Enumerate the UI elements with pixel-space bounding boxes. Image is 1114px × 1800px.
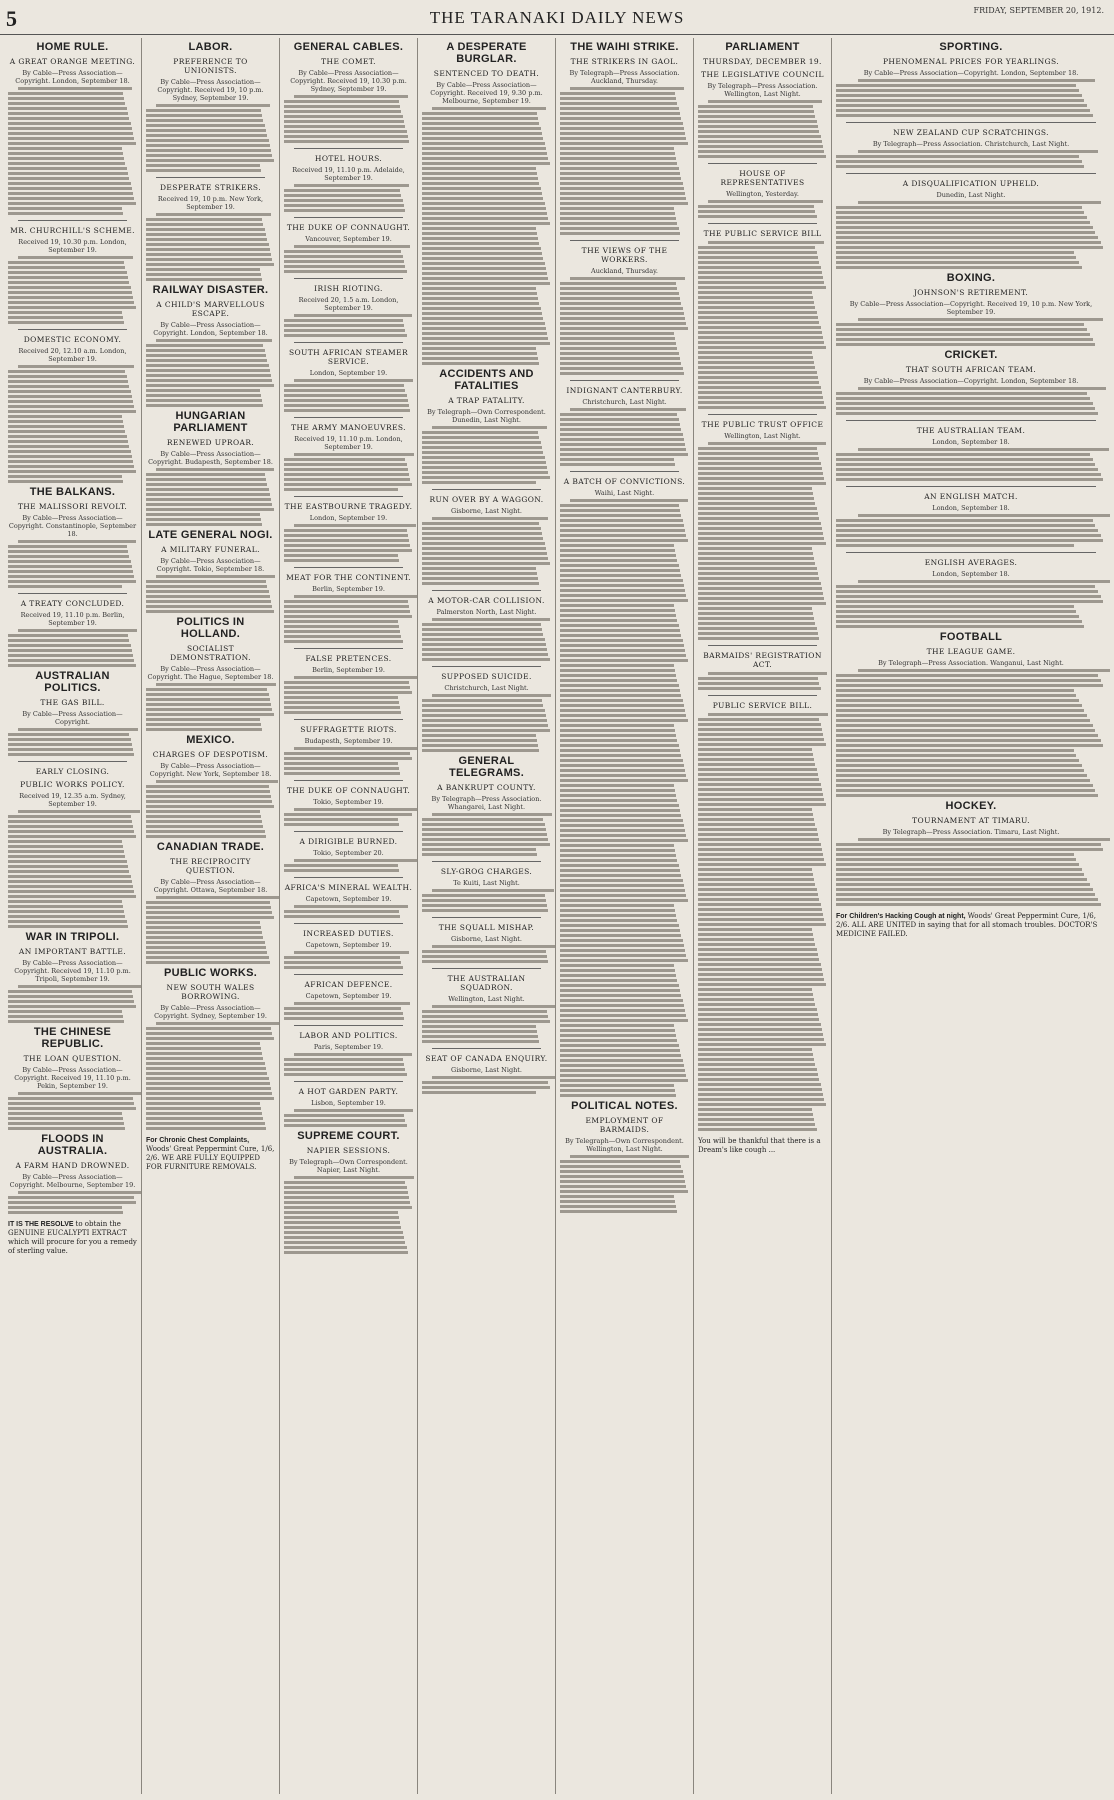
article-body — [284, 808, 413, 826]
divider — [432, 1048, 541, 1049]
byline: Auckland, Thursday. — [591, 267, 658, 275]
byline: By Cable—Press Association—Copyright. Budapesth, September 18. — [148, 450, 273, 466]
article-body — [146, 780, 275, 838]
divider — [708, 163, 817, 164]
column-2 — [142, 38, 280, 1794]
section-heading: MEXICO. — [186, 734, 235, 746]
article-body — [698, 241, 827, 409]
section-heading: THE CHINESE REPUBLIC. — [33, 1026, 112, 1050]
sub-heading: THE ARMY MANOEUVRES. — [291, 423, 406, 432]
byline: Paris, September 19. — [313, 1043, 384, 1051]
article-body — [836, 838, 1106, 906]
divider — [294, 148, 403, 149]
article-body — [422, 1005, 551, 1043]
byline: Gisborne, Last Night. — [451, 1066, 522, 1074]
section-heading: SUPREME COURT. — [297, 1130, 400, 1142]
byline: Wellington, Last Night. — [724, 432, 801, 440]
divider — [294, 831, 403, 832]
sub-heading: A FARM HAND DROWNED. — [15, 1161, 130, 1170]
sub-heading: DOMESTIC ECONOMY. — [23, 335, 122, 344]
sub-heading: BARMAIDS' REGISTRATION ACT. — [703, 651, 822, 669]
sub-heading: A BATCH OF CONVICTIONS. — [563, 477, 686, 486]
article-body — [284, 1176, 413, 1254]
article-body — [836, 669, 1106, 797]
column-6 — [694, 38, 832, 1794]
section-heading: AUSTRALIAN POLITICS. — [35, 670, 110, 694]
masthead — [0, 0, 1114, 35]
article-body — [8, 365, 137, 483]
article-body — [560, 277, 689, 375]
byline: By Telegraph—Press Association. Whangarei, Last Night. — [431, 795, 542, 811]
article-body — [8, 1092, 137, 1130]
column-3 — [280, 38, 418, 1794]
byline: Tokio, September 20. — [313, 849, 384, 857]
section-heading: HUNGARIAN PARLIAMENT — [173, 410, 248, 434]
byline: Received 19, 11.10 p.m. Adelaide, September 19. — [292, 166, 405, 182]
divider — [432, 861, 541, 862]
article-body — [422, 426, 551, 484]
divider — [294, 217, 403, 218]
divider — [18, 329, 127, 330]
byline: Vancouver, September 19. — [305, 235, 392, 243]
byline: By Telegraph—Own Correspondent. Dunedin, Last Night. — [427, 408, 546, 424]
byline: By Cable—Press Association—Copyright. Received 19, 10 p.m. Sydney, September 19. — [157, 78, 264, 102]
sub-heading: A TREATY CONCLUDED. — [20, 599, 125, 608]
divider — [708, 645, 817, 646]
article-body — [836, 387, 1106, 415]
divider — [294, 648, 403, 649]
article-body — [422, 813, 551, 856]
article-body — [836, 448, 1106, 481]
article-body — [284, 747, 413, 775]
byline: By Telegraph—Press Association. Christchurch, Last Night. — [872, 140, 1070, 148]
divider — [570, 380, 679, 381]
sub-heading: PREFERENCE TO UNIONISTS. — [173, 57, 248, 75]
article-body — [560, 1155, 689, 1213]
byline: Budapesth, September 19. — [304, 737, 393, 745]
sub-heading: A DIRIGIBLE BURNED. — [299, 837, 398, 846]
byline: Waihi, Last Night. — [594, 489, 655, 497]
sub-heading: THE MALISSORI REVOLT. — [17, 502, 128, 511]
section-heading: THE BALKANS. — [29, 486, 116, 498]
sub-heading: PHENOMENAL PRICES FOR YEARLINGS. — [882, 57, 1060, 66]
article-body — [836, 150, 1106, 168]
sub-heading: THE PUBLIC TRUST OFFICE — [701, 420, 824, 429]
divider — [432, 968, 541, 969]
byline: By Cable—Press Association—Copyright. London, September 18. — [863, 69, 1079, 77]
article-body — [146, 896, 275, 964]
article-body — [8, 629, 137, 667]
byline: London, September 18. — [932, 438, 1010, 446]
sub-heading: EMPLOYMENT OF BARMAIDS. — [585, 1116, 664, 1134]
divider — [18, 593, 127, 594]
byline: By Cable—Press Association—Copyright. Ottawa, September 18. — [153, 878, 268, 894]
article-body — [560, 499, 689, 1097]
dateline: FRIDAY, SEPTEMBER 20, 1912. — [973, 6, 1104, 15]
advertisement: IT IS THE RESOLVE to obtain the GENUINE EUCALYPTI EXTRACT which will procure for you a remedy of sterling value. — [8, 1220, 137, 1255]
byline: By Cable—Press Association—Copyright. The Hague, September 18. — [147, 665, 274, 681]
section-heading: CRICKET. — [944, 349, 998, 361]
sub-heading: NEW SOUTH WALES BORROWING. — [166, 983, 255, 1001]
sub-heading: JOHNSON'S RETIREMENT. — [913, 288, 1029, 297]
byline: By Cable—Press Association—Copyright. Received 19, 11.10 p.m. Pekin, September 19. — [14, 1066, 131, 1090]
divider — [18, 220, 127, 221]
article-body — [422, 517, 551, 585]
byline: By Cable—Press Association—Copyright. New York, September 18. — [149, 762, 272, 778]
sub-heading: NEW ZEALAND CUP SCRATCHINGS. — [893, 128, 1049, 137]
byline: Christchurch, Last Night. — [444, 684, 529, 692]
byline: By Cable—Press Association—Copyright. Received 19, 10 p.m. New York, September 19. — [849, 300, 1093, 316]
byline: Dunedin, Last Night. — [936, 191, 1006, 199]
sub-heading: THE RECIPROCITY QUESTION. — [170, 857, 251, 875]
article-body — [560, 408, 689, 466]
article-body — [560, 87, 689, 235]
divider — [294, 342, 403, 343]
byline: Received 19, 11.10 p.m. London, September 19. — [294, 435, 403, 451]
article-body — [422, 618, 551, 661]
page-number: 5 — [6, 6, 17, 31]
sub-heading: FALSE PRETENCES. — [305, 654, 392, 663]
section-heading: THE WAIHI STRIKE. — [570, 41, 679, 53]
byline: Received 20, 1.5 a.m. London, September 19. — [298, 296, 399, 312]
article-body — [146, 575, 275, 613]
divider — [846, 486, 1096, 487]
article-body — [698, 442, 827, 640]
article-body — [284, 951, 413, 969]
sub-heading: THE VIEWS OF THE WORKERS. — [581, 246, 668, 264]
sub-heading: RUN OVER BY A WAGGON. — [429, 495, 544, 504]
sub-heading: A GREAT ORANGE MEETING. — [9, 57, 136, 66]
sub-heading: SOCIALIST DEMONSTRATION. — [170, 644, 251, 662]
byline: Received 19, 10 p.m. New York, September 19. — [157, 195, 264, 211]
article-body — [8, 728, 137, 756]
sub-heading: SLY-GROG CHARGES. — [440, 867, 533, 876]
section-heading: ACCIDENTS AND FATALITIES — [439, 368, 534, 392]
section-heading: A DESPERATE BURGLAR. — [446, 41, 527, 65]
section-heading: FOOTBALL — [939, 631, 1003, 643]
divider — [294, 567, 403, 568]
sub-heading: THAT SOUTH AFRICAN TEAM. — [905, 365, 1037, 374]
sub-heading: NAPIER SESSIONS. — [306, 1146, 391, 1155]
article-body — [698, 100, 827, 158]
sub-heading: THE PUBLIC SERVICE BILL — [703, 229, 822, 238]
sub-heading: THE DUKE OF CONNAUGHT. — [286, 786, 411, 795]
sub-heading: PUBLIC WORKS POLICY. — [20, 780, 125, 789]
byline: Capetown, September 19. — [305, 895, 392, 903]
sub-heading: THE SQUALL MISHAP. — [438, 923, 535, 932]
article-body — [284, 245, 413, 273]
article-body — [836, 318, 1106, 346]
article-body — [8, 985, 137, 1023]
sub-heading: HOUSE OF REPRESENTATIVES — [720, 169, 805, 187]
byline: By Telegraph—Press Association. Wanganui, Last Night. — [878, 659, 1064, 667]
article-body — [284, 524, 413, 562]
divider — [846, 420, 1096, 421]
sub-heading: IRISH RIOTING. — [314, 284, 383, 293]
sub-heading: MR. CHURCHILL'S SCHEME. — [10, 226, 135, 235]
byline: By Cable—Press Association—Copyright. London, September 18. — [863, 377, 1079, 385]
byline: By Cable—Press Association—Copyright. Melbourne, September 19. — [9, 1173, 136, 1189]
byline: Palmerston North, Last Night. — [436, 608, 537, 616]
section-heading: HOME RULE. — [36, 41, 109, 53]
sub-heading: AFRICAN DEFENCE. — [304, 980, 393, 989]
byline: Received 19, 10.30 p.m. London, September 19. — [18, 238, 127, 254]
article-body — [8, 810, 137, 928]
section-heading: GENERAL TELEGRAMS. — [448, 755, 525, 779]
byline: By Cable—Press Association—Copyright. Received 19, 10.30 p.m. Sydney, September 19. — [290, 69, 407, 93]
section-heading: LATE GENERAL NOGI. — [148, 529, 273, 541]
byline: Christchurch, Last Night. — [582, 398, 667, 406]
sub-heading: THE COMET. — [321, 57, 376, 66]
sub-heading: A CHILD'S MARVELLOUS ESCAPE. — [156, 300, 265, 318]
section-heading: POLITICS IN HOLLAND. — [176, 616, 245, 640]
divider — [708, 695, 817, 696]
sub-heading: INDIGNANT CANTERBURY. — [566, 386, 683, 395]
divider — [570, 471, 679, 472]
sub-heading: AFRICA'S MINERAL WEALTH. — [284, 883, 413, 892]
byline: Gisborne, Last Night. — [451, 507, 522, 515]
sub-heading: A TRAP FATALITY. — [448, 396, 525, 405]
byline: By Cable—Press Association—Copyright. Received 19, 9.30 p.m. Melbourne, September 19. — [430, 81, 543, 105]
byline: By Telegraph—Own Correspondent. Napier, Last Night. — [289, 1158, 408, 1174]
divider — [432, 489, 541, 490]
byline: Gisborne, Last Night. — [451, 935, 522, 943]
divider — [294, 923, 403, 924]
divider — [846, 122, 1096, 123]
column-4 — [418, 38, 556, 1794]
section-heading: POLITICAL NOTES. — [571, 1100, 678, 1112]
sub-heading: SOUTH AFRICAN STEAMER SERVICE. — [288, 348, 409, 366]
sub-heading: THE GAS BILL. — [40, 698, 105, 707]
sub-heading: A DISQUALIFICATION UPHELD. — [902, 179, 1040, 188]
sub-heading: SENTENCED TO DEATH. — [433, 69, 540, 78]
divider — [570, 240, 679, 241]
byline: Te Kuiti, Last Night. — [453, 879, 520, 887]
byline: Received 19, 11.10 p.m. Berlin, September 19. — [20, 611, 125, 627]
byline: London, September 18. — [932, 504, 1010, 512]
article-body — [422, 107, 551, 365]
sub-heading: A MILITARY FUNERAL. — [161, 545, 260, 554]
article-body — [284, 1109, 413, 1127]
divider — [294, 1025, 403, 1026]
sub-heading: LABOR AND POLITICS. — [299, 1031, 398, 1040]
sub-heading: THE EASTBOURNE TRAGEDY. — [284, 502, 413, 511]
sub-heading: PUBLIC SERVICE BILL. — [712, 701, 813, 710]
sub-heading: THE LOAN QUESTION. — [23, 1054, 122, 1063]
byline: By Telegraph—Press Association. Auckland, Thursday. — [569, 69, 680, 85]
article-body — [146, 104, 275, 172]
article-body — [146, 339, 275, 407]
byline: London, September 19. — [309, 369, 388, 377]
column-1 — [4, 38, 142, 1794]
article-body — [698, 713, 827, 1131]
divider — [708, 414, 817, 415]
divider — [294, 417, 403, 418]
sub-heading: THE STRIKERS IN GAOL. — [570, 57, 679, 66]
sub-heading: RENEWED UPROAR. — [166, 438, 255, 447]
divider — [18, 761, 127, 762]
section-heading: PUBLIC WORKS. — [163, 967, 258, 979]
advertisement: You will be thankful that there is a Dream's like cough ... — [698, 1137, 821, 1154]
sub-heading: INCREASED DUTIES. — [303, 929, 394, 938]
sub-heading: THE DUKE OF CONNAUGHT. — [286, 223, 411, 232]
sub-heading: A BANKRUPT COUNTY. — [437, 783, 536, 792]
article-body — [8, 540, 137, 588]
byline: London, September 19. — [309, 514, 388, 522]
byline: Berlin, September 19. — [312, 666, 385, 674]
byline: Wellington, Yesterday. — [726, 190, 799, 198]
section-heading: RAILWAY DISASTER. — [152, 284, 269, 296]
divider — [294, 1081, 403, 1082]
section-heading: WAR IN TRIPOLI. — [25, 931, 120, 943]
byline: By Cable—Press Association—Copyright. Constantinople, September 18. — [8, 514, 137, 538]
sub-heading: TOURNAMENT AT TIMARU. — [912, 816, 1030, 825]
byline: By Cable—Press Association—Copyright. Received 19, 11.10 p.m. Tripoli, September 19. — [14, 959, 131, 983]
sub-heading: DESPERATE STRIKERS. — [160, 183, 261, 192]
divider — [432, 590, 541, 591]
sub-heading: THURSDAY, DECEMBER 19. — [703, 57, 822, 66]
sub-heading: A HOT GARDEN PARTY. — [298, 1087, 399, 1096]
article-body — [146, 1022, 275, 1130]
sub-heading: THE AUSTRALIAN SQUADRON. — [447, 974, 526, 992]
article-body — [8, 1191, 137, 1214]
section-heading: BOXING. — [946, 272, 996, 284]
byline: Berlin, September 19. — [312, 585, 385, 593]
column-7 — [832, 38, 1110, 1794]
article-body — [698, 200, 827, 218]
article-body — [836, 79, 1106, 117]
divider — [294, 496, 403, 497]
sub-heading: CHARGES OF DESPOTISM. — [152, 750, 269, 759]
article-body — [422, 694, 551, 752]
newspaper-title: THE TARANAKI DAILY NEWS — [429, 8, 685, 27]
section-heading: CANADIAN TRADE. — [156, 841, 265, 853]
sub-heading: MEAT FOR THE CONTINENT. — [286, 573, 411, 582]
byline: By Cable—Press Association—Copyright. Sydney, September 19. — [154, 1004, 267, 1020]
sub-heading: AN ENGLISH MATCH. — [924, 492, 1018, 501]
article-body — [422, 945, 551, 963]
byline: Capetown, September 19. — [305, 992, 392, 1000]
section-heading: SPORTING. — [939, 41, 1003, 53]
article-body — [146, 213, 275, 281]
article-body — [698, 672, 827, 690]
section-heading: LABOR. — [188, 41, 233, 53]
byline: By Cable—Press Association—Copyright. — [22, 710, 123, 726]
sub-heading: EARLY CLOSING. — [35, 767, 110, 776]
divider — [432, 666, 541, 667]
section-heading: FLOODS IN AUSTRALIA. — [37, 1133, 108, 1157]
divider — [294, 278, 403, 279]
article-body — [836, 580, 1106, 628]
sub-heading: HOTEL HOURS. — [314, 154, 383, 163]
byline: Capetown, September 19. — [305, 941, 392, 949]
divider — [156, 177, 265, 178]
divider — [846, 552, 1096, 553]
section-heading: GENERAL CABLES. — [293, 41, 404, 53]
byline: By Cable—Press Association—Copyright. London, September 18. — [15, 69, 130, 85]
article-body — [284, 1053, 413, 1076]
byline: Received 19, 12.35 a.m. Sydney, September 19. — [19, 792, 126, 808]
sub-heading: THE LEAGUE GAME. — [926, 647, 1016, 656]
divider — [294, 877, 403, 878]
sub-heading: THE AUSTRALIAN TEAM. — [916, 426, 1026, 435]
article-body — [284, 314, 413, 337]
byline: Lisbon, September 19. — [311, 1099, 386, 1107]
byline: By Telegraph—Press Association. Timaru, Last Night. — [882, 828, 1060, 836]
section-heading: PARLIAMENT — [725, 41, 800, 53]
byline: By Cable—Press Association—Copyright. Tokio, September 18. — [156, 557, 265, 573]
divider — [708, 223, 817, 224]
divider — [846, 173, 1096, 174]
section-heading: HOCKEY. — [945, 800, 997, 812]
sub-heading: THE LEGISLATIVE COUNCIL — [701, 70, 824, 79]
article-body — [284, 184, 413, 212]
divider — [294, 974, 403, 975]
sub-heading: SEAT OF CANADA ENQUIRY. — [425, 1054, 548, 1063]
article-body — [146, 468, 275, 526]
divider — [432, 917, 541, 918]
article-body — [836, 514, 1106, 547]
byline: By Cable—Press Association—Copyright. London, September 18. — [153, 321, 268, 337]
advertisement: For Chronic Chest Complaints, Woods' Great Peppermint Cure, 1/6, 2/6. WE ARE FULLY EQUIPPED FOR FURNITURE REMOVALS. — [146, 1137, 275, 1171]
article-body — [284, 95, 413, 143]
article-body — [836, 201, 1106, 269]
article-body — [284, 453, 413, 491]
divider — [294, 780, 403, 781]
article-body — [284, 379, 413, 412]
sub-heading: AN IMPORTANT BATTLE. — [18, 947, 127, 956]
column-5 — [556, 38, 694, 1794]
article-body — [284, 595, 413, 643]
article-body — [284, 905, 413, 918]
article-body — [8, 256, 137, 324]
byline: Tokio, September 19. — [313, 798, 384, 806]
article-body — [422, 1076, 551, 1094]
sub-heading: ENGLISH AVERAGES. — [924, 558, 1018, 567]
sub-heading: A MOTOR-CAR COLLISION. — [428, 596, 545, 605]
article-body — [422, 889, 551, 912]
divider — [294, 719, 403, 720]
byline: By Telegraph—Press Association. Wellington, Last Night. — [707, 82, 818, 98]
byline: London, September 18. — [932, 570, 1010, 578]
byline: By Telegraph—Own Correspondent. Wellington, Last Night. — [565, 1137, 684, 1153]
columns — [4, 38, 1110, 1794]
article-body — [284, 676, 413, 714]
sub-heading: SUFFRAGETTE RIOTS. — [300, 725, 397, 734]
article-body — [284, 1002, 413, 1020]
advertisement: For Children's Hacking Cough at night, Woods' Great Peppermint Cure, 1/6, 2/6. ALL ARE UNITED in saying that for all stomach troubles. DOCTOR'S MEDICINE FAILED. — [836, 912, 1098, 938]
article-body — [284, 859, 413, 872]
article-body — [146, 683, 275, 731]
article-body — [8, 87, 137, 215]
byline: Received 20, 12.10 a.m. London, September 19. — [18, 347, 127, 363]
byline: Wellington, Last Night. — [448, 995, 525, 1003]
sub-heading: SUPPOSED SUICIDE. — [441, 672, 532, 681]
